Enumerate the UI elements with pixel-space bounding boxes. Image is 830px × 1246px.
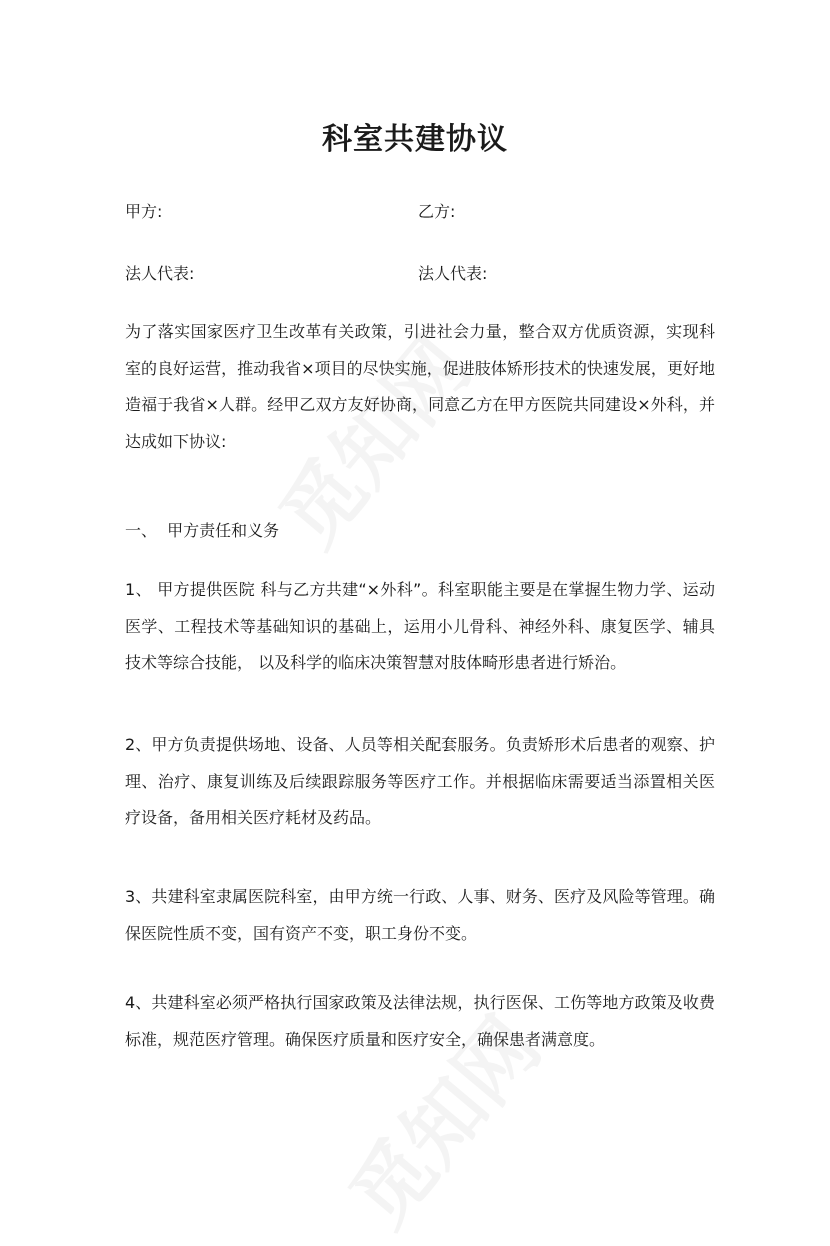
clause-4: 4、共建科室必须严格执行国家政策及法律法规，执行医保、工伤等地方政策及收费标准，规范医疗管理。确保医疗质量和医疗安全，确保患者满意度。 [125, 993, 715, 1049]
legal-rep-a-label: 法人代表: [125, 264, 195, 283]
clause-1: 1、 甲方提供医院 科与乙方共建“×外科”。科室职能主要是在掌握生物力学、运动医学、工程技术等基础知识的基础上，运用小儿骨科、神经外科、康复医学、辅具技术等综合技能， 以及科学的临床决策智慧对肢体畸形患者进行矫治。 [125, 580, 715, 672]
party-b-label: 乙方: [418, 202, 456, 221]
document-title: 科室共建协议 [322, 122, 508, 157]
clause-2: 2、甲方负责提供场地、设备、人员等相关配套服务。负责矫形术后患者的观察、护理、治疗、康复训练及后续跟踪服务等医疗工作。并根据临床需要适当添置相关医疗设备，备用相关医疗耗材及药品。 [125, 735, 715, 827]
legal-rep-b-label: 法人代表: [418, 264, 488, 283]
intro-paragraph: 为了落实国家医疗卫生改革有关政策，引进社会力量，整合双方优质资源，实现科室的良好运营，推动我省×项目的尽快实施，促进肢体矫形技术的快速发展，更好地造福于我省×人群。经甲乙双方友好协商，同意乙方在甲方医院共同建设×外科，并达成如下协议: [125, 322, 715, 451]
section-heading: 一、 甲方责任和义务 [125, 521, 280, 540]
clause-3: 3、共建科室隶属医院科室，由甲方统一行政、人事、财务、医疗及风险等管理。确保医院性质不变，国有资产不变，职工身份不变。 [125, 887, 715, 943]
party-a-label: 甲方: [125, 202, 163, 221]
